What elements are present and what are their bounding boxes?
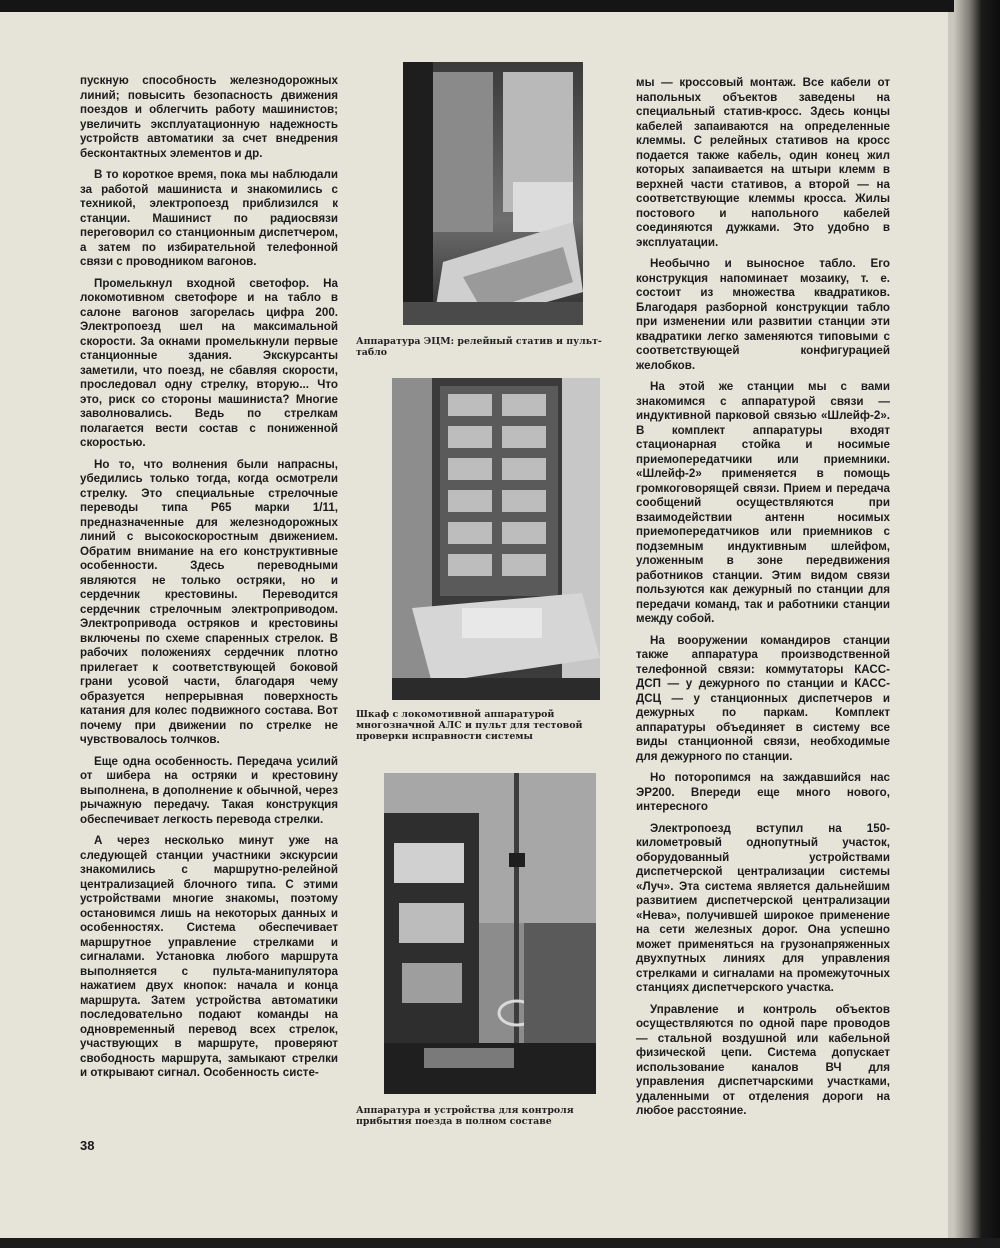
paragraph: А через несколько минут уже на следующей станции участники экскурсии знакомились с маршрутно-релейной централизацией блочного типа. С этими устройствами многие знакомы, поэтому остановимся лишь на некоторых данных и особенностях. Система обеспечивает маршрутное управление стрелками и сигналами. Установка любого маршрута выполняется с пульта-манипулятора нажатием двух кнопок: начала и конца маршрута. Затем устройства автоматики последовательно подают команды на одновременный перевод всех стрелок, участвующих в маршруте, проверяют свободность маршрута, замыкают стрелки и открывают сигнал. Особенность систе- (80, 834, 338, 1079)
paragraph: В то короткое время, пока мы наблюдали за работой машиниста и знакомились с техникой, электропоезд приблизился к станции. Машинист по радиосвязи переговорил со станционным диспетчером, а затем по избирательной телефонной связи с проводником вагонов. (80, 168, 338, 268)
paragraph: Промелькнул входной светофор. На локомотивном светофоре и на табло в салоне вагонов загорелась цифра 200. Электропоезд шел на максимальной скорости. За окнами промелькнули первые станционные здания. Экскурсанты заметили, что поезд, не сбавляя скорости, проследовал одну стрелку, вторую... Что это, риск со стороны машиниста? Многие заволновались. Ведь по стрелкам полагается вести состав с пониженной скоростью. (80, 276, 338, 449)
paragraph: Еще одна особенность. Передача усилий от шибера на остряки и крестовину выполнена, в дополнение к обычной, через рычажную передачу. Такая конструкция обеспечивает легкость перевода стрелки. (80, 754, 338, 826)
paragraph: пускную способность железнодорожных линий; повысить безопасность движения поездов и облегчить работу машинистов; увеличить эксплуатационную надежность устройств автоматики за счет внедрения бесконтактных элементов и др. (80, 74, 338, 160)
photo-arrival-control-equipment (384, 773, 596, 1094)
paragraph: На вооружении командиров станции также аппаратура производственной телефонной связи: коммутаторы КАСС-ДСП — у дежурного по станции и КАСС-ДСЦ — у станционных диспетчеров и дежурных по паркам. Комплект аппаратуры объединяет в систему все виды станционной связи, необходимые для дежурного по станции. (636, 633, 890, 763)
paragraph: Необычно и выносное табло. Его конструкция напоминает мозаику, т. е. состоит из множества квадратиков. Благодаря разборной конструкции табло при изменении или развитии станции эти квадратики легко заменяются типовыми с соответствующей конфигурацией желобков. (636, 257, 890, 372)
caption-photo-3: Аппаратура и устройства для контроля прибытия поезда в полном составе (356, 1105, 574, 1127)
photo-relay-rack (403, 62, 583, 325)
scan-top-edge (0, 0, 1000, 12)
page-number: 38 (80, 1138, 95, 1153)
paragraph: Но то, что волнения были напрасны, убедились только тогда, когда осмотрели стрелку. Это специальные стрелочные переводы типа Р65 марки 1/11, предназначенные для железнодорожных линий с высокоскоростным движением. Обратим внимание на его конструктивные особенности. Здесь переводными являются не только остряки, но и сердечник крестовины. Переводится сердечник стрелочным электроприводом. Электропривода остряков и крестовины включены по схеме спаренных стрелок. В рабочих положениях сердечник плотно прилегает к соответствующей боковой грани усовой части, благодаря чему образуется непрерывная поверхность катания для колес подвижного состава. Вот почему при движении по стрелке не чувствовалось толчков. (80, 457, 338, 746)
photo-als-cabinet (392, 378, 600, 700)
paragraph: На этой же станции мы с вами знакомимся с аппаратурой связи — индуктивной парковой связью «Шлейф-2». В комплект аппаратуры входят стационарная стойка и носимые приемопередатчики или приемники. «Шлейф-2» применяется в помощь громкоговорящей связи. Прием и передача сообщений осуществляются при взаимодействии антенн носимых приемопередатчиков или приемников с подземным индуктивным шлейфом, уложенным в зоне передвижения работников станции. Этим видом связи пользуются как дежурный по станции для передачи команд, так и работники станции между собой. (636, 380, 890, 625)
paragraph: Управление и контроль объектов осуществляются по одной паре проводов — стальной воздушной или кабельной физической цепи. Система допускает использование каналов ВЧ для управления диспетчарскими участками, удаленными от отделения дороги на любое расстояние. (636, 1002, 890, 1117)
left-text-column (80, 74, 338, 1088)
scan-right-edge (954, 0, 1000, 1248)
right-text-column (636, 76, 890, 1126)
paragraph: мы — кроссовый монтаж. Все кабели от напольных объектов заведены на специальный статив-кросс. Здесь концы кабелей запаиваются на определенные клеммы. С релейных стативов на кросс подается также кабель, один конец жил которых запаивается на штыри клемм в верхней части стативов, а второй — на соответствующие клеммы кросса. Жилы постового и напольного кабелей соединяются дужками. Это удобно в эксплуатации. (636, 76, 890, 249)
caption-photo-1: Аппаратура ЭЦМ: релейный статив и пульт-табло (356, 336, 602, 358)
scan-bottom-edge (0, 1238, 1000, 1248)
caption-photo-2: Шкаф с локомотивной аппаратурой многозначной АЛС и пульт для тестовой проверки исправности системы (356, 709, 583, 742)
paragraph: Электропоезд вступил на 150-километровый однопутный участок, оборудованный устройствами диспетчерской централизации системы «Луч». Эта система является дальнейшим развитием диспетчерской централизации «Нева», получившей широкое применение на сети железных дорог. Она успешно может применяться на грузонапряженных двухпутных линиях для управления стрелками и сигналами на промежуточных станциях диспетчерского участка. (636, 821, 890, 994)
paragraph: Но поторопимся на заждавшийся нас ЭР200. Впереди еще много нового, интересного (636, 771, 890, 813)
